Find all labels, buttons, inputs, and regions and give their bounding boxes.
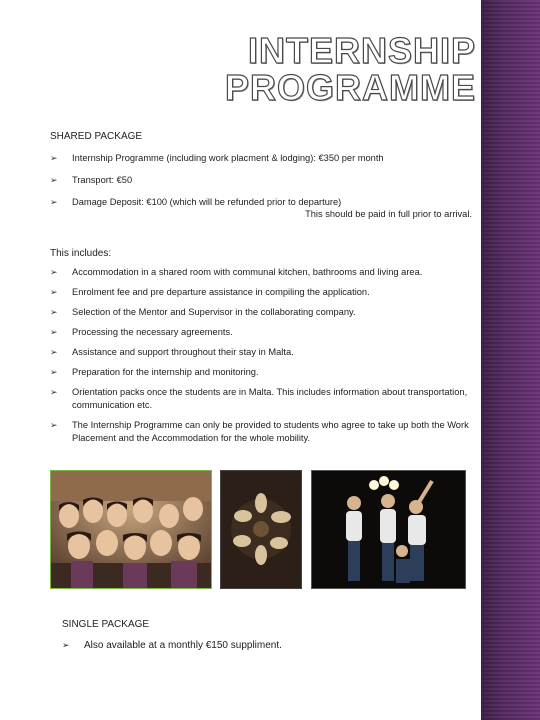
arrow-bullet-icon: ➢: [50, 367, 58, 377]
title-line-2: PROGRAMME: [225, 67, 476, 108]
group-photo-image: [51, 471, 211, 588]
arrow-bullet-icon: ➢: [50, 175, 58, 185]
decorative-sidebar: [481, 0, 540, 720]
title-line-1: INTERNSHIP: [247, 30, 476, 71]
shared-package-list: [50, 152, 470, 209]
page-title: [225, 32, 476, 106]
arrow-bullet-icon: ➢: [50, 267, 58, 277]
feet-photo-image: [221, 471, 301, 588]
arrow-bullet-icon: ➢: [50, 420, 58, 430]
arrow-bullet-icon: ➢: [62, 640, 70, 650]
list-item: ➢ Accommodation in a shared room with communal kitchen, bathrooms and living area.: [50, 267, 423, 277]
arrow-bullet-icon: ➢: [50, 307, 58, 317]
list-item: ➢ Transport: €50: [50, 175, 133, 185]
list-item: ➢ Processing the necessary agreements.: [50, 327, 233, 337]
sidebar-texture: [481, 0, 540, 720]
arrow-bullet-icon: ➢: [50, 327, 58, 337]
arrow-bullet-icon: ➢: [50, 347, 58, 357]
includes-list: [50, 266, 470, 445]
list-item: ➢ Assistance and support throughout their stay in Malta.: [50, 347, 294, 357]
list-item: ➢ Selection of the Mentor and Supervisor in the collaborating company.: [50, 307, 356, 317]
payment-note: This should be paid in full prior to arrival.: [305, 209, 472, 219]
night-group-photo: [311, 470, 466, 589]
feet-circle-photo: [220, 470, 302, 589]
includes-heading: This includes:: [50, 248, 112, 259]
arrow-bullet-icon: ➢: [50, 197, 58, 207]
arrow-bullet-icon: ➢: [50, 287, 58, 297]
list-item: ➢ Enrolment fee and pre departure assistance in compiling the application.: [50, 287, 370, 297]
list-item: ➢ Orientation packs once the students are in Malta. This includes information about transportation, communication etc.: [50, 387, 468, 410]
single-package-item: ➢ Also available at a monthly €150 suppliment.: [62, 640, 282, 651]
list-item: ➢ Damage Deposit: €100 (which will be refunded prior to departure): [50, 197, 342, 207]
arrow-bullet-icon: ➢: [50, 387, 58, 397]
night-photo-image: [312, 471, 465, 588]
arrow-bullet-icon: ➢: [50, 153, 58, 163]
shared-package-heading: SHARED PACKAGE: [50, 131, 143, 142]
list-item: ➢ Internship Programme (including work placment & lodging): €350 per month: [50, 153, 384, 163]
group-photo: [50, 470, 212, 589]
list-item: ➢ Preparation for the internship and monitoring.: [50, 367, 259, 377]
single-package-heading: SINGLE PACKAGE: [62, 619, 150, 630]
list-item: ➢ The Internship Programme can only be provided to students who agree to take up both the Work Placement and the Accommodation for the whole mobility.: [50, 420, 469, 443]
